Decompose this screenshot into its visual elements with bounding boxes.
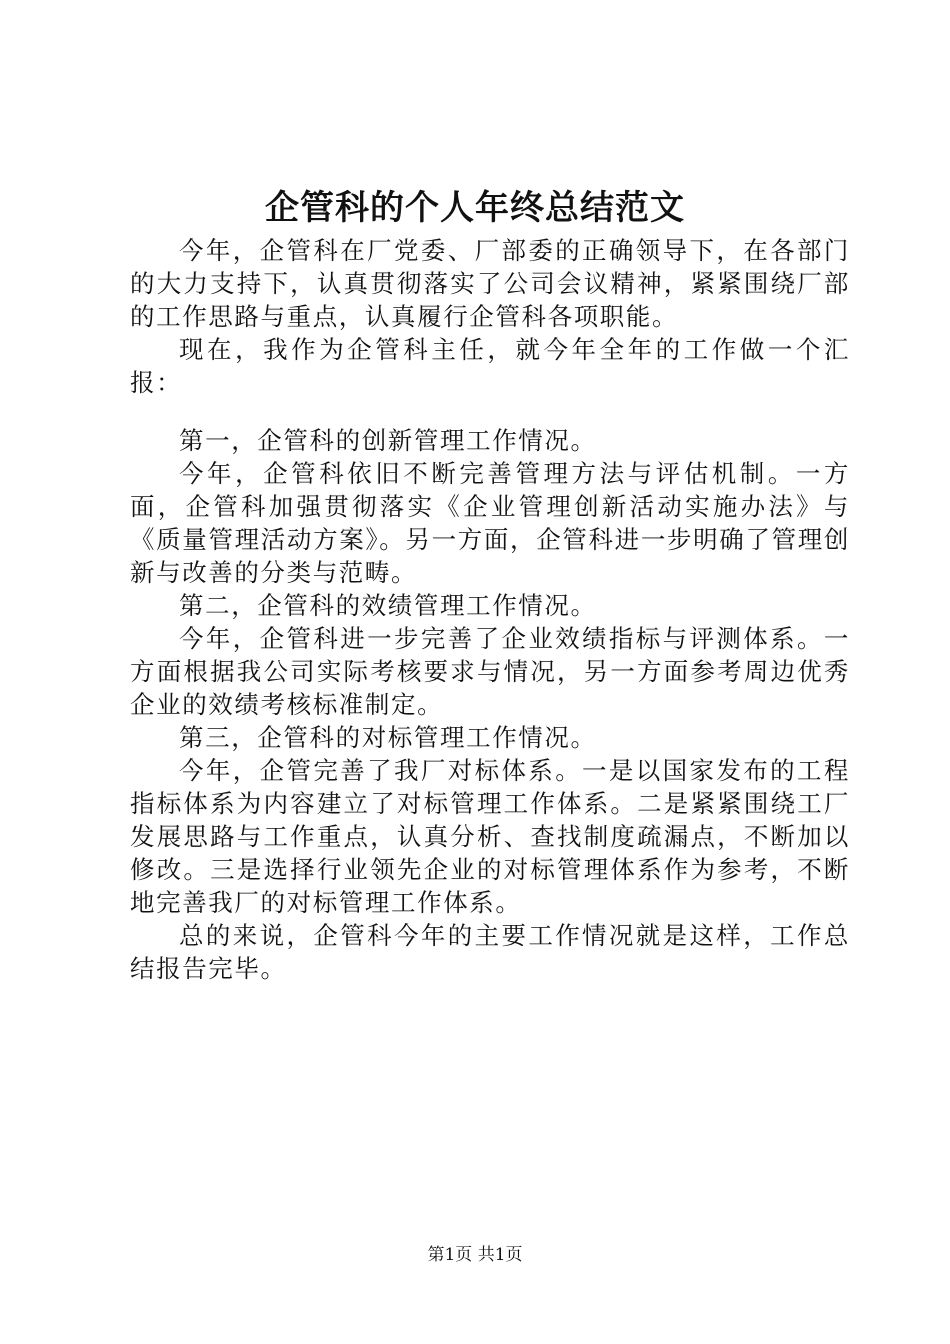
section-heading-innovation: 第一，企管科的创新管理工作情况。 bbox=[179, 426, 597, 455]
section-heading-performance: 第二，企管科的效绩管理工作情况。 bbox=[179, 591, 597, 620]
paragraph-performance: 今年，企管科进一步完善了企业效绩指标与评测体系。一方面根据我公司实际考核要求与情况，另一方面参考周边优秀企业的效绩考核标准制定。 bbox=[130, 624, 850, 719]
paragraph-report-lead: 现在，我作为企管科主任，就今年全年的工作做一个汇报： bbox=[130, 335, 850, 397]
paragraph-benchmarking: 今年，企管完善了我厂对标体系。一是以国家发布的工程指标体系为内容建立了对标管理工作体系。二是紧紧围绕工厂发展思路与工作重点，认真分析、查找制度疏漏点，不断加以修改。三是选择行业领先企业的对标管理体系作为参考，不断地完善我厂的对标管理工作体系。 bbox=[130, 756, 850, 917]
document-body bbox=[130, 234, 850, 985]
document-title: 企管科的个人年终总结范文 bbox=[265, 188, 685, 228]
paragraph-innovation: 今年，企管科依旧不断完善管理方法与评估机制。一方面，企管科加强贯彻落实《企业管理创新活动实施办法》与《质量管理活动方案》。另一方面，企管科进一步明确了管理创新与改善的分类与范畴。 bbox=[130, 459, 850, 587]
paragraph-intro: 今年，企管科在厂党委、厂部委的正确领导下，在各部门的大力支持下，认真贯彻落实了公司会议精神，紧紧围绕厂部的工作思路与重点，认真履行企管科各项职能。 bbox=[130, 236, 850, 331]
paragraph-conclusion: 总的来说，企管科今年的主要工作情况就是这样，工作总结报告完毕。 bbox=[130, 921, 850, 983]
section-heading-benchmarking: 第三，企管科的对标管理工作情况。 bbox=[179, 723, 597, 752]
page-number-footer: 第1页 共1页 bbox=[427, 1245, 523, 1265]
